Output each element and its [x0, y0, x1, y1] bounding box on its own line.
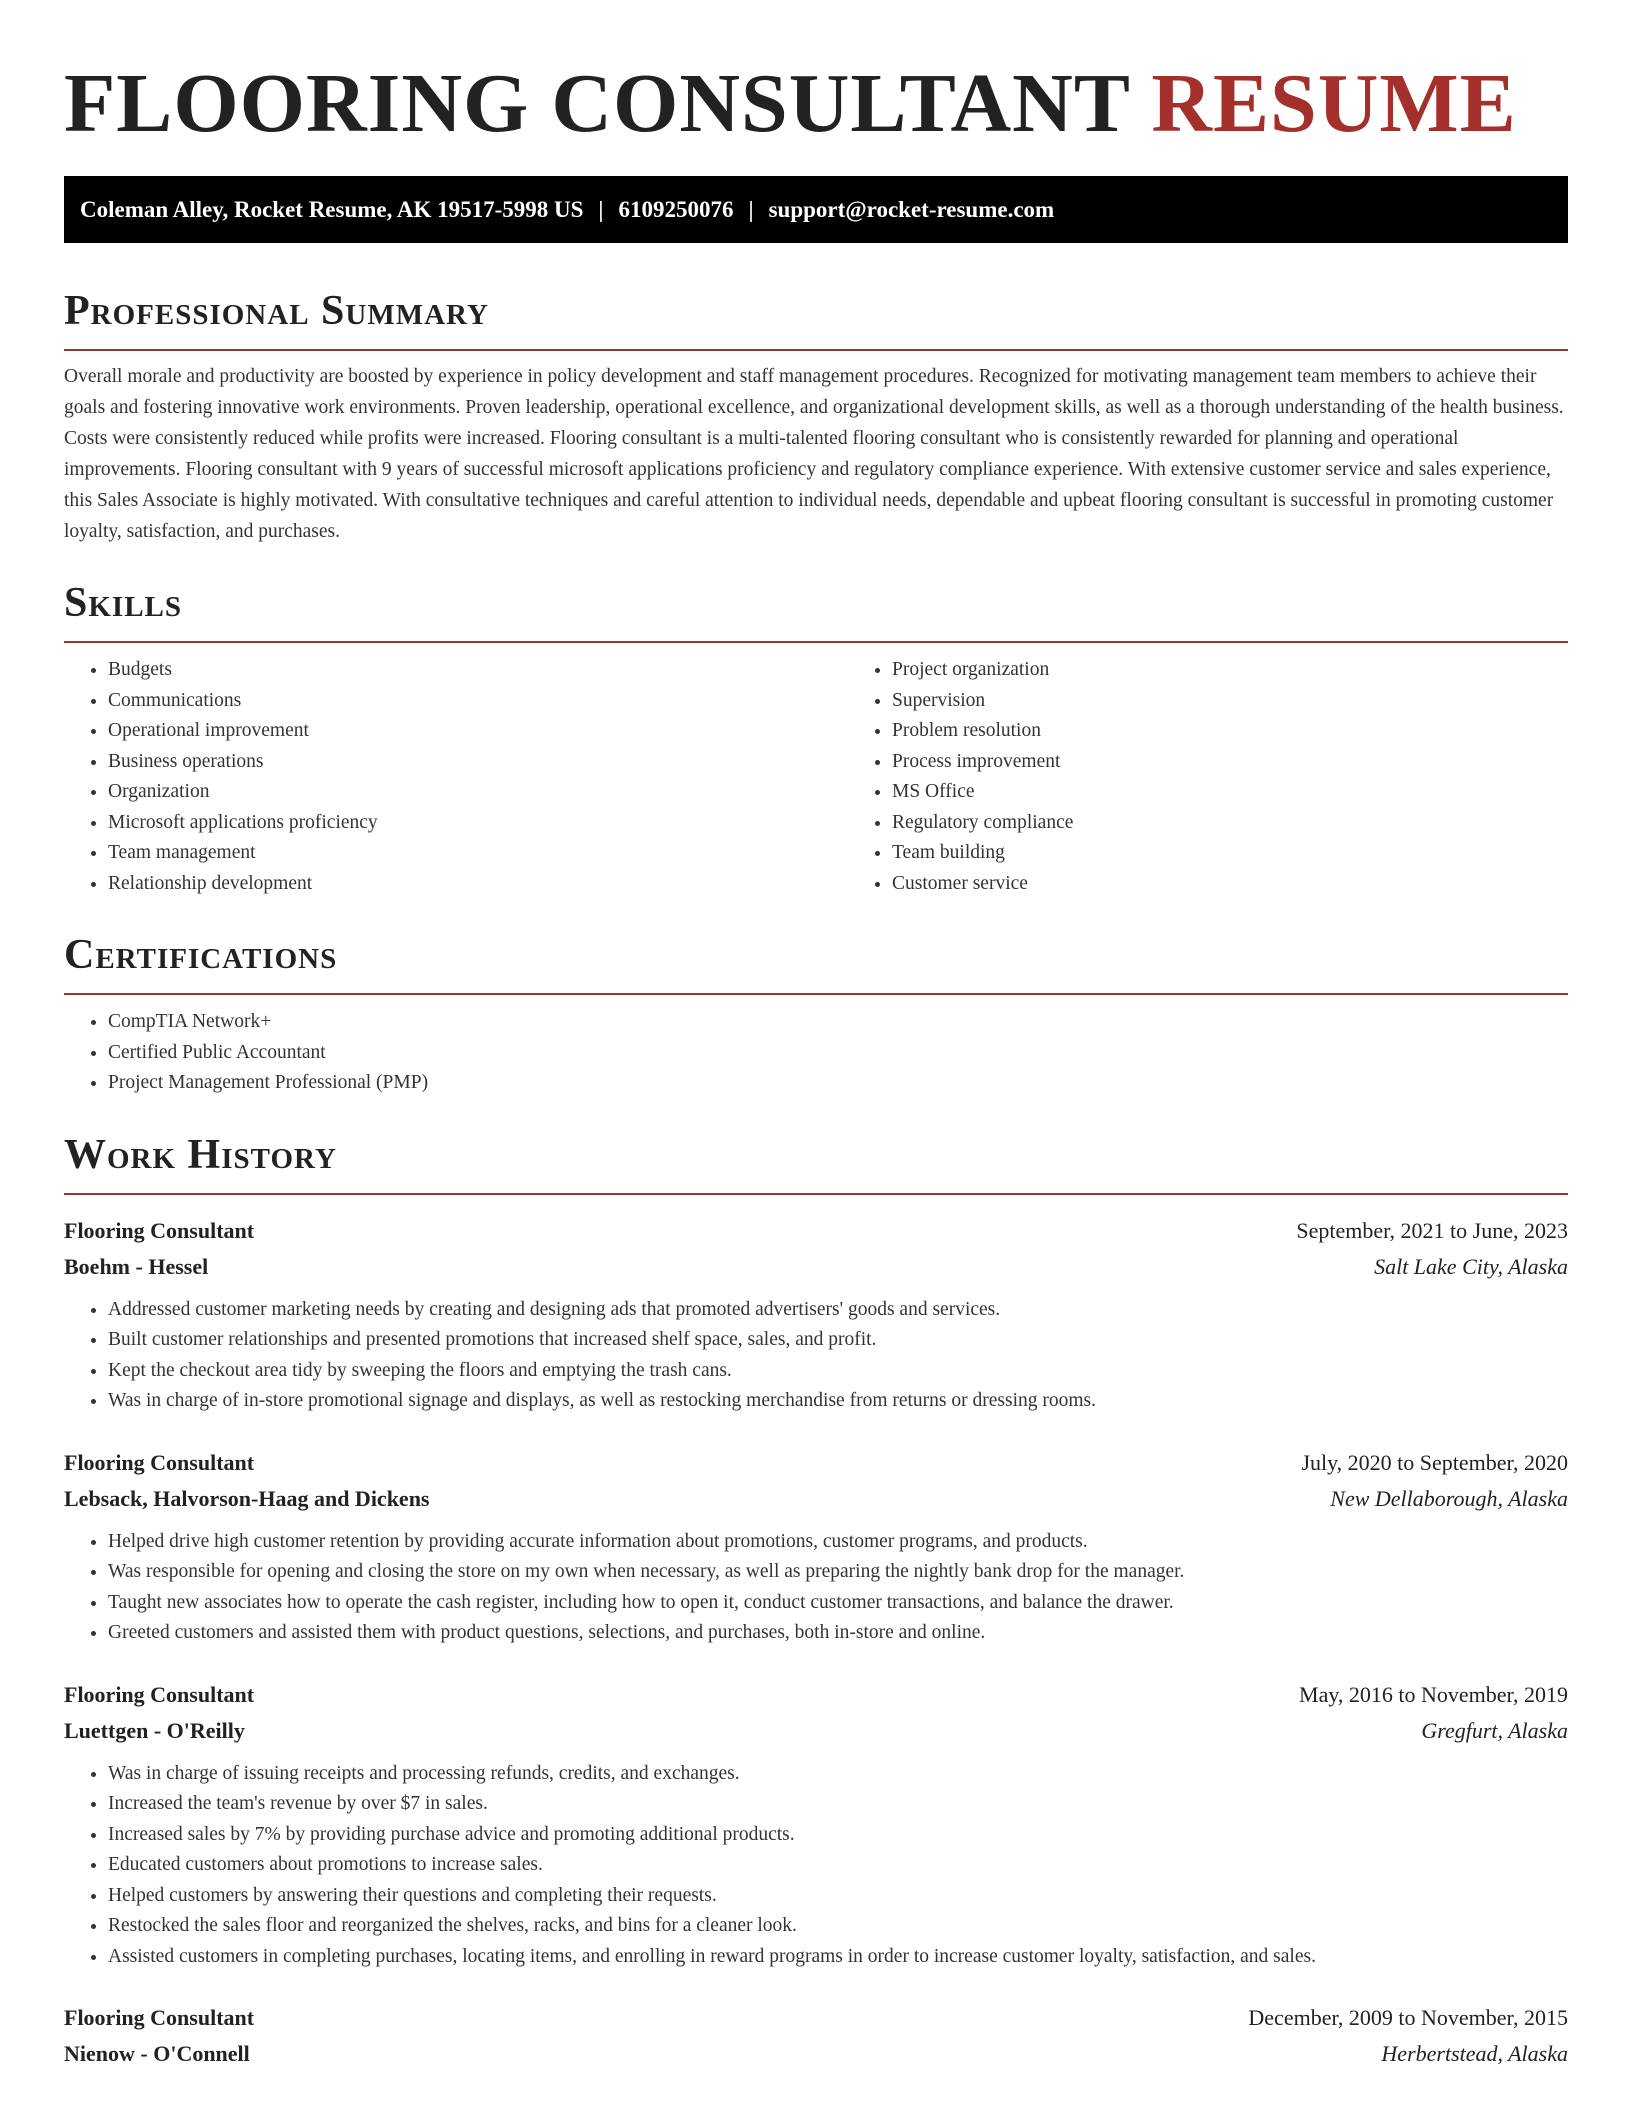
skill-item: • Team building — [892, 838, 1592, 869]
skill-item: • Relationship development — [108, 869, 848, 900]
job-entry — [64, 1213, 1568, 1417]
job-entry — [64, 1445, 1568, 1649]
title-accent: RESUME — [1151, 57, 1517, 150]
job-bullet: • Was in charge of issuing receipts and processing refunds, credits, and exchanges. — [108, 1759, 1568, 1790]
job-list — [64, 1213, 1568, 2073]
skill-item: • MS Office — [892, 777, 1592, 808]
skill-item: • Supervision — [892, 686, 1592, 717]
job-row — [64, 2036, 1568, 2072]
contact-bar — [64, 176, 1568, 243]
job-row — [64, 1249, 1568, 1285]
job-title: Flooring Consultant — [64, 1217, 255, 1243]
job-title: Flooring Consultant — [64, 2005, 255, 2030]
certifications-list — [64, 1007, 1568, 1099]
contact-email: support@rocket-resume.com — [768, 196, 1055, 222]
job-bullet: • Built customer relationships and presented promotions that increased shelf space, sales, and profit. — [108, 1325, 1568, 1356]
job-bullet: • Assisted customers in completing purchases, locating items, and enrolling in reward programs in order to increase customer loyalty, satisfaction, and sales. — [108, 1942, 1568, 1973]
skill-item: • Problem resolution — [892, 716, 1592, 747]
skills-list-left — [64, 655, 848, 899]
job-row — [64, 1713, 1568, 1749]
summary-heading: Professional Summary — [64, 287, 1568, 351]
job-location: New Dellaborough, Alaska — [1330, 1485, 1568, 1511]
job-dates: September, 2021 to June, 2023 — [1296, 1217, 1568, 1243]
skill-item: • Organization — [108, 777, 848, 808]
job-title: Flooring Consultant — [64, 1681, 255, 1707]
job-row — [64, 1677, 1568, 1713]
job-bullet: • Kept the checkout area tidy by sweeping the floors and emptying the trash cans. — [108, 1356, 1568, 1387]
job-bullets — [64, 1295, 1568, 1417]
contact-address: Coleman Alley, Rocket Resume, AK 19517-5998 US — [80, 196, 584, 222]
skill-item: • Customer service — [892, 869, 1592, 900]
skill-item: • Business operations — [108, 747, 848, 778]
certification-item: • CompTIA Network+ — [108, 1007, 1568, 1038]
skills-heading: Skills — [64, 579, 1568, 643]
contact-separator: | — [598, 196, 604, 222]
job-bullet: • Helped customers by answering their questions and completing their requests. — [108, 1881, 1568, 1912]
contact-separator: | — [748, 196, 754, 222]
skill-item: • Microsoft applications proficiency — [108, 808, 848, 839]
job-company: Nienow - O'Connell — [64, 2041, 250, 2066]
summary-text: Overall morale and productivity are boosted by experience in policy development and staff management procedures. Recognized for motivating management team members to achieve their goals and fostering innovative work environments. Proven leadership, operational excellence, and organizational development skills, as well as a thorough understanding of the health business. Costs were consistently reduced while profits were increased. Flooring consultant is a multi-talented flooring consultant who is consistently rewarded for planning and operational improvements. Flooring consultant with 9 years of successful microsoft applications proficiency and regulatory compliance experience. With extensive customer service and sales experience, this Sales Associate is highly motivated. With consultative techniques and careful attention to individual needs, dependable and upbeat flooring consultant is successful in promoting customer loyalty, satisfaction, and purchases. — [64, 366, 1564, 542]
skill-item: • Project organization — [892, 655, 1592, 686]
job-company: Luettgen - O'Reilly — [64, 1717, 245, 1743]
skill-item: • Regulatory compliance — [892, 808, 1592, 839]
job-entry — [64, 1677, 1568, 1973]
job-location: Herbertstead, Alaska — [1381, 2041, 1568, 2066]
certifications-section — [64, 931, 1568, 1099]
skill-item: • Communications — [108, 686, 848, 717]
job-bullet: • Increased the team's revenue by over $7 in sales. — [108, 1789, 1568, 1820]
skill-item: • Team management — [108, 838, 848, 869]
work-history-section — [64, 1131, 1568, 2073]
job-title: Flooring Consultant — [64, 1449, 255, 1475]
job-bullet: • Greeted customers and assisted them with product questions, selections, and purchases, both in-store and online. — [108, 1618, 1568, 1649]
job-location: Salt Lake City, Alaska — [1374, 1253, 1568, 1279]
skill-item: • Budgets — [108, 655, 848, 686]
job-bullets — [64, 1527, 1568, 1649]
title-main: FLOORING CONSULTANT — [64, 57, 1130, 150]
skills-section — [64, 579, 1568, 899]
certification-item: • Project Management Professional (PMP) — [108, 1068, 1568, 1099]
certifications-heading: Certifications — [64, 931, 1568, 995]
job-bullet: • Was in charge of in-store promotional signage and displays, as well as restocking merchandise from returns or dressing rooms. — [108, 1386, 1568, 1417]
job-dates: December, 2009 to November, 2015 — [1248, 2005, 1568, 2030]
resume-page — [64, 0, 1568, 2072]
job-company: Lebsack, Halvorson-Haag and Dickens — [64, 1485, 430, 1511]
work-history-heading: Work History — [64, 1131, 1568, 1195]
skills-grid — [64, 643, 1568, 899]
job-dates: May, 2016 to November, 2019 — [1299, 1681, 1568, 1707]
contact-phone: 6109250076 — [618, 196, 734, 222]
job-bullet: • Taught new associates how to operate the cash register, including how to open it, conduct customer transactions, and balance the drawer. — [108, 1588, 1568, 1619]
job-bullet: • Was responsible for opening and closing the store on my own when necessary, as well as preparing the nightly bank drop for the manager. — [108, 1557, 1568, 1588]
job-bullets — [64, 1759, 1568, 1973]
job-company: Boehm - Hessel — [64, 1253, 209, 1279]
skills-list-right — [848, 655, 1592, 899]
job-entry — [64, 2000, 1568, 2072]
job-row — [64, 1213, 1568, 1249]
job-bullet: • Increased sales by 7% by providing purchase advice and promoting additional products. — [108, 1820, 1568, 1851]
job-dates: July, 2020 to September, 2020 — [1301, 1449, 1568, 1475]
skill-item: • Operational improvement — [108, 716, 848, 747]
summary-section — [64, 287, 1568, 547]
job-location: Gregfurt, Alaska — [1421, 1717, 1568, 1743]
job-bullet: • Restocked the sales floor and reorganized the shelves, racks, and bins for a cleaner look. — [108, 1911, 1568, 1942]
job-row — [64, 1445, 1568, 1481]
certification-item: • Certified Public Accountant — [108, 1038, 1568, 1069]
job-bullet: • Educated customers about promotions to increase sales. — [108, 1850, 1568, 1881]
skill-item: • Process improvement — [892, 747, 1592, 778]
job-row — [64, 1481, 1568, 1517]
resume-title — [64, 0, 1568, 156]
job-row — [64, 2000, 1568, 2036]
job-bullet: • Helped drive high customer retention by providing accurate information about promotions, customer programs, and products. — [108, 1527, 1568, 1558]
job-bullet: • Addressed customer marketing needs by creating and designing ads that promoted advertisers' goods and services. — [108, 1295, 1568, 1326]
